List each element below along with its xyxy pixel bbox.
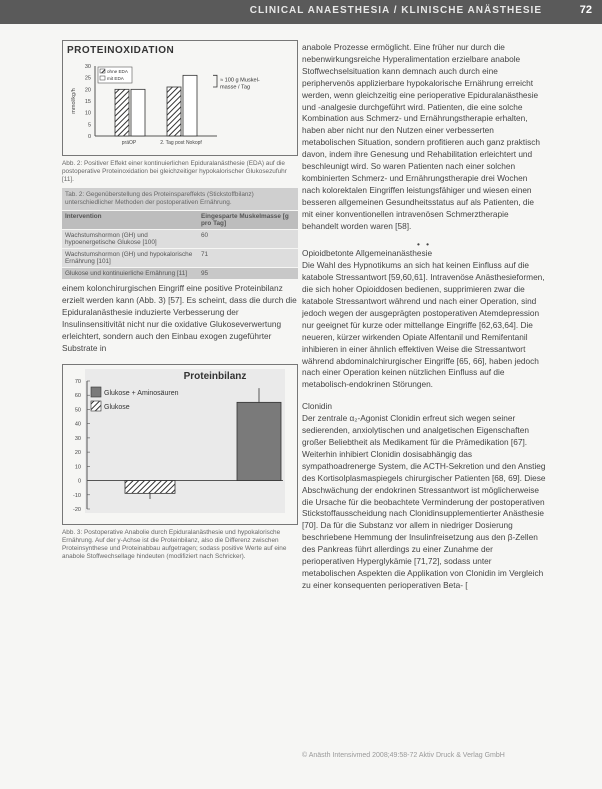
legend-swatch xyxy=(91,401,101,411)
table-cell: Wachstumshormon (GH) und hypoenergetische Glukose [100] xyxy=(65,232,157,246)
paragraph: anabole Prozesse ermöglicht. Eine früher nur durch die nebenwirkungsreiche Hyperalimentation erzielbare anabole Stoffwechselsituation kann demnach auch durch eine periphervenös applizierbare hypokalorische Ernährung erreicht werden, wenn gleichzeitig eine perioperative Epiduralanästhesie und -analgesie durchgeführt wird. Patienten, die eine solche Kombination aus Schmerz- und Ernährungstherapie erhalten, haben aber nicht nur den Nutzen einer verbesserten metabolischen Situation, sondern profitieren auch ganz praktisch davon, indem ihre Genesung und Rehabilitation erleichtert und beschleunigt wird. So waren Patienten nach einer solchen kombinierten Schmerz- und Ernährungstherapie drei Wochen nach kolorektalen Eingriffen leistungsfähiger und wiesen einen besseren allgemeinen Gesundheitsstatus auf als Patienten, die mit einer konventionellen intravenösen Schmerztherapie behandelt worden waren [58]. xyxy=(302,42,540,231)
legend-label: Glukose + Aminosäuren xyxy=(104,390,179,398)
page-number: 72 xyxy=(579,4,592,16)
proteinoxidation-chart xyxy=(67,56,293,146)
box-title: PROTEINOXIDATION xyxy=(67,45,175,56)
table-row xyxy=(62,267,298,279)
bar-glukose xyxy=(125,481,175,494)
y-tick-label: 30 xyxy=(74,436,81,443)
table-cell: 95 xyxy=(201,270,209,277)
annotation-text: ≈ 100 g Muskel-masse / Tag xyxy=(220,77,260,91)
chart-title: Proteinbilanz xyxy=(183,371,247,383)
y-tick-label: 10 xyxy=(84,110,91,117)
table-header-intervention: Intervention xyxy=(65,213,102,220)
legend-swatch xyxy=(100,76,105,80)
y-tick-label: 15 xyxy=(84,99,91,105)
legend-label: ohne EDA xyxy=(107,69,128,74)
right-column xyxy=(302,42,546,602)
y-tick-label: 5 xyxy=(87,122,91,129)
y-tick-label: 0 xyxy=(77,478,81,485)
paragraph: Der zentrale α₂-Agonist Clonidin erfreut sich wegen seiner sedierenden, anxiolytischen und analgetischen Eigenschaften großer Beliebtheit als Medikament für die Prämedikation [67]. Weiterhin inhibiert Clonidin dosisabhängig das sympathoadrenerge System, die ACTH-Sekretion und den Anstieg des Kortisolplasmaspiegels chirurgischer Patienten [68, 69]. Diese Abschwächung der endokrinen Stressantwort ist möglicherweise die Ursache für die beobachtete Verminderung der postoperativen Stickstoffausscheidung nach Clonidinsupplementierter Anästhesie [70]. Da für die Substanz vor allem in niedriger Dosierung beschriebene Hemmung der Insulinfreisetzung aus den β-Zellen des Pankreas führt allerdings zu einer Zunahme der perioperativen Hyperglykämie [71,72], sodass unter metabolischen Aspekten die Applikation von Clonidin im Vergleich zu einer konsequenten perioperativen Beta- [ xyxy=(302,413,546,590)
y-tick-label: 0 xyxy=(87,134,91,140)
y-tick-label: 20 xyxy=(84,87,91,94)
y-tick-label: -20 xyxy=(73,507,81,514)
proteinbilanz-chart xyxy=(65,367,295,517)
left-paragraph: einem kolonchirurgischen Eingriff eine positive Proteinbilanz erzielt werden kann (Abb. 3) [57]. Es scheint, dass die durch die Epiduralanästhesie induzierte Verbesserung der Insulinsensitivität nicht nur die oxidative Glukoseverwertung erleichtert, sondern auch den Einbau exogen zugeführter Substrate in xyxy=(62,283,297,353)
y-axis-label: mmol/kg/h xyxy=(71,88,77,114)
y-tick-label: 60 xyxy=(74,393,81,400)
table-cell: Wachstumshormon (GH) und hypokalorische Ernährung [101] xyxy=(65,251,193,265)
left-column xyxy=(62,40,298,561)
figure-2-caption: Abb. 2: Positiver Effekt einer kontinuierlichen Epiduralanästhesie (EDA) auf die postoperative Proteinoxidation bei gleichzeitiger hypokalorischer Glukosezufuhr [11]. xyxy=(62,160,287,183)
paragraph: Die Wahl des Hypnotikums an sich hat keinen Einfluss auf die katabole Stressantwort [59,60,61]. Intravenöse Anästhesieformen, die sich hoher Opioiddosen bedienen, supprimieren zwar die katabole Stressantwort während und nach einer Operation, sind jedoch wegen der ausgeprägten postoperativen Atemdepression nur geeignet für kurze oder mittellange Eingriffe [62,63,64]. Die neueren, kürzer wirkenden Opiate Alfentanil und Remifentanil inhibieren in einer ähnlich effektiven Weise die Stressantwort während abdominalchirurgischer Eingriffe [65, 66], haben jedoch nach einer Operation keinen nützlichen Einfluss auf die metabolisch-endokrinen Störungen. xyxy=(302,260,545,390)
y-tick-label: -10 xyxy=(73,493,81,500)
page-header xyxy=(0,0,602,24)
journal-title: CLINICAL ANAESTHESIA / KLINISCHE ANÄSTHESIE xyxy=(249,5,542,16)
table-cell: Glukose und kontinuierliche Ernährung [11] xyxy=(65,270,188,277)
table-cell: 71 xyxy=(201,251,209,258)
section-heading: Opioidbetonte Allgemeinanästhesie xyxy=(302,248,433,259)
y-tick-label: 50 xyxy=(74,407,81,414)
bar xyxy=(167,87,181,136)
table-row xyxy=(62,248,298,267)
section-divider: • • xyxy=(416,238,432,249)
copyright-footer: © Anästh Intensivmed 2008;49:58-72 Aktiv Druck & Verlag GmbH xyxy=(302,752,505,759)
table-2-caption: Tab. 2: Gegenüberstellung des Proteinspareffekts (Stickstoffbilanz) unterschiedlicher Methoden der postoperativen Ernährung. xyxy=(62,188,298,210)
y-tick-label: 30 xyxy=(84,64,91,70)
bar-glukose-aminosaeuren xyxy=(237,403,281,481)
x-tick-label: präOP xyxy=(121,140,137,146)
legend-label: Glukose xyxy=(104,404,130,412)
section-heading: Clonidin xyxy=(302,401,332,412)
y-tick-label: 10 xyxy=(74,464,81,471)
legend-swatch xyxy=(91,387,101,397)
x-tick-label: 2. Tag post Nokopf xyxy=(160,140,202,146)
y-tick-label: 70 xyxy=(74,379,81,386)
y-tick-label: 40 xyxy=(74,422,81,429)
legend-label: mit EDA xyxy=(107,76,124,81)
legend-swatch xyxy=(100,69,105,73)
bar xyxy=(115,89,129,136)
figure-3-box xyxy=(62,364,298,525)
bar xyxy=(183,75,197,136)
figure-3-caption: Abb. 3: Postoperative Anabolie durch Epiduralanästhesie und hypokalorische Ernährung. Auf der y-Achse ist die Proteinbilanz, also die Differenz zwischen Proteinsynthese und Proteinabbau aufgetragen; sodass positive Werte auf eine anabole Stoffwechsellage hindeuten (modifiziert nach Schricker). xyxy=(62,529,287,561)
table-cell: 60 xyxy=(201,232,209,239)
table-row xyxy=(62,229,298,248)
y-tick-label: 20 xyxy=(74,450,81,457)
difference-bracket xyxy=(213,75,217,87)
figure-2-box xyxy=(62,40,298,156)
table-2 xyxy=(62,188,298,279)
bar xyxy=(131,89,145,136)
y-tick-label: 25 xyxy=(84,75,91,82)
table-header xyxy=(62,210,298,229)
table-header-saved-mass: Eingesparte Muskelmasse [g pro Tag] xyxy=(201,213,289,227)
